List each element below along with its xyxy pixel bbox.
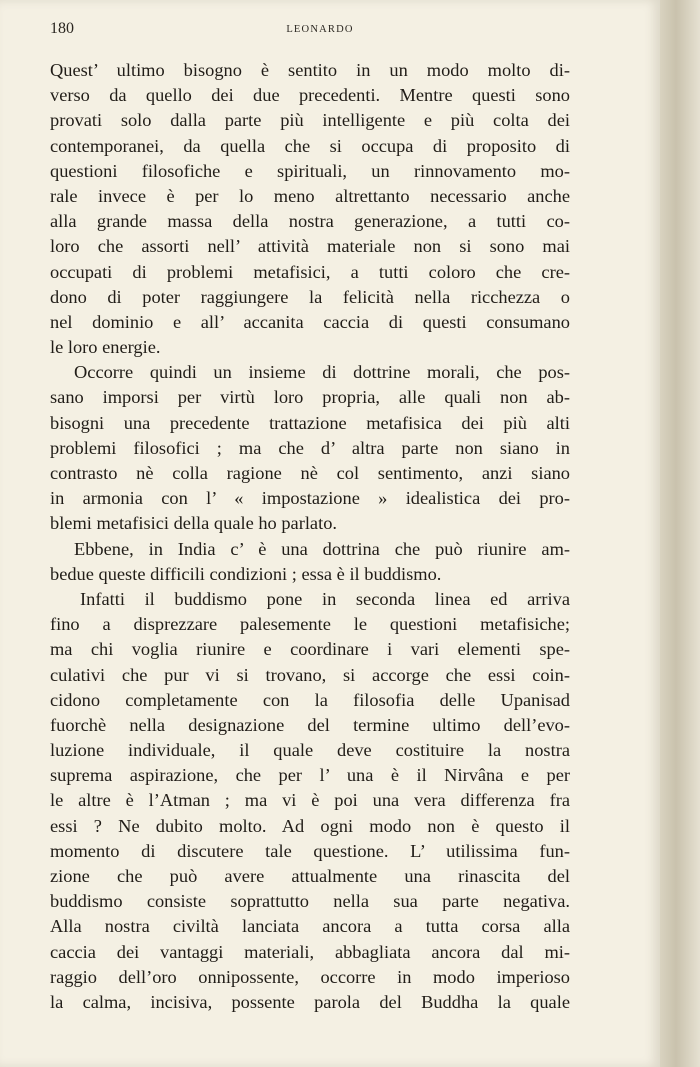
text-line: alla grande massa della nostra generazione, a tutti co-	[50, 211, 570, 232]
text-line: zione che può avere attualmente una rinascita del	[50, 866, 570, 886]
text-line: cidono completamente con la filosofia delle Upanisad	[50, 689, 570, 710]
text-line: in armonia con l’ « impostazione » idealistica dei pro-	[50, 488, 570, 509]
text-line: buddismo consiste soprattutto nella sua parte negativa.	[50, 891, 570, 912]
body-text	[50, 58, 570, 1015]
text-line: suprema aspirazione, che per l’ una è il Nirvâna e per	[50, 765, 570, 786]
text-line: verso da quello dei due precedenti. Mentre questi sono	[50, 85, 570, 106]
text-line: le loro energie.	[50, 337, 161, 358]
text-line: fino a disprezzare palesemente le questioni metafisiche;	[50, 614, 570, 635]
text-line: Ebbene, in India c’ è una dottrina che può riunire am-	[74, 538, 570, 559]
text-line: caccia dei vantaggi materiali, abbagliata ancora dal mi-	[50, 941, 570, 962]
text-line: loro che assorti nell’ attività materiale non si sono mai	[50, 236, 570, 257]
text-line: nel dominio e all’ accanita caccia di questi consumano	[50, 311, 570, 332]
text-line: contrasto nè colla ragione nè col sentimento, anzi siano	[50, 463, 570, 483]
text-line: bisogni una precedente trattazione metafisica dei più alti	[50, 412, 570, 433]
text-line: dono di poter raggiungere la felicità nella ricchezza o	[50, 286, 570, 307]
text-line: Alla nostra civiltà lanciata ancora a tutta corsa alla	[50, 916, 570, 937]
text-line: Quest’ ultimo bisogno è sentito in un modo molto di-	[50, 60, 570, 80]
text-line: le altre è l’Atman ; ma vi è poi una vera differenza fra	[50, 790, 570, 811]
text-line: bedue queste difficili condizioni ; essa è il buddismo.	[50, 563, 442, 584]
text-line: la calma, incisiva, possente parola del Buddha la quale	[50, 991, 570, 1012]
text-line: questioni filosofiche e spirituali, un rinnovamento mo-	[50, 160, 570, 181]
text-line: Occorre quindi un insieme di dottrine morali, che pos-	[74, 362, 570, 383]
running-title: LEONARDO	[286, 24, 354, 35]
text-line: contemporanei, da quella che si occupa di proposito di	[50, 135, 570, 156]
page-number: 180	[50, 20, 74, 37]
text-line: essi ? Ne dubito molto. Ad ogni modo non è questo il	[50, 815, 570, 836]
text-line: ma chi voglia riunire e coordinare i vari elementi spe-	[50, 639, 570, 660]
text-line: culativi che pur vi si trovano, si accorge che essi coin-	[50, 664, 570, 685]
text-line: Infatti il buddismo pone in seconda linea ed arriva	[80, 588, 570, 609]
text-line: blemi metafisici della quale ho parlato.	[50, 513, 337, 534]
text-line: rale invece è per lo meno altrettanto necessario anche	[50, 185, 570, 206]
book-spine	[660, 0, 700, 1067]
text-line: sano imporsi per virtù loro propria, alle quali non ab-	[50, 387, 570, 408]
text-line: occupati di problemi metafisici, a tutti coloro che cre-	[50, 261, 570, 282]
text-line: problemi filosofici ; ma che d’ altra parte non siano in	[50, 437, 570, 458]
text-line: luzione individuale, il quale deve costituire la nostra	[50, 740, 570, 761]
page-header	[50, 18, 590, 42]
text-line: raggio dell’oro onnipossente, occorre in modo imperioso	[50, 966, 570, 987]
text-line: fuorchè nella designazione del termine ultimo dell’evo-	[50, 714, 570, 735]
text-line: provati solo dalla parte più intelligente e più colta dei	[50, 110, 570, 131]
text-line: momento di discutere tale questione. L’ utilissima fun-	[50, 840, 570, 861]
